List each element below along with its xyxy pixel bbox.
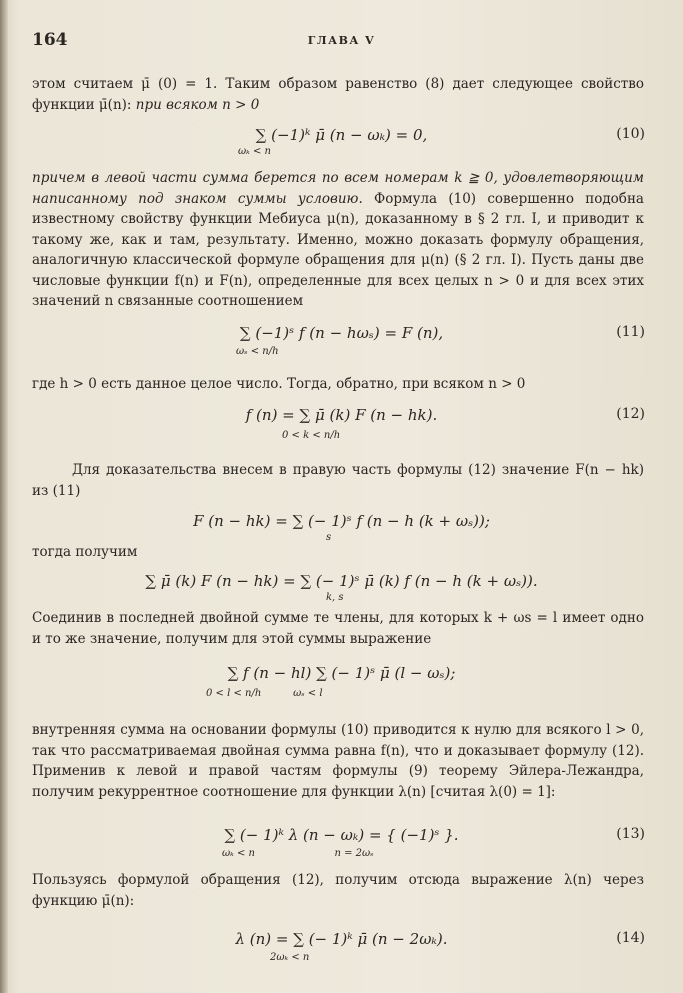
formula-14: λ (n) = ∑ (− 1)ᵏ μ̄ (n − 2ωₖ). (235, 930, 448, 948)
formula-10-limit: ωₖ < n (238, 146, 271, 157)
paragraph-2: причем в левой части сумма берется по всем номерам k ≧ 0, удовлетворяющим написанному под знаком суммы условию. Формула (10) совершенно подобна известному свойству функции Мебиуса μ(n), доказанному в § 2 гл. I, и приводит к такому же, как и там, результату. Именно, можно доказать формулу обращения, аналогичную классической формуле обращения для μ(n) (§ 2 гл. I). Пусть даны две числовые функции f(n) и F(n), определенные для всех целых n > 0 и для всех этих значений n связанные соотношением (32, 170, 644, 309)
paragraph-8: Пользуясь формулой обращения (12), получим отсюда выражение λ(n) через функцию μ̄(n): (32, 872, 644, 909)
formula-12-limit: 0 < k < n/h (282, 430, 341, 441)
formula-substitution-limit: s (326, 532, 332, 543)
formula-11: ∑ (−1)ˢ f (n − hωₛ) = F (n), (239, 324, 444, 342)
paragraph-6: Соединив в последней двойной сумме те члены, для которых k + ωs = l имеет одно и то же значение, получим для этой суммы выражение (32, 610, 644, 647)
equation-number-14: (14) (616, 930, 645, 946)
formula-13: ∑ (− 1)ᵏ λ (n − ωₖ) = { (−1)ˢ }. (224, 826, 459, 844)
equation-number-12: (12) (616, 406, 645, 422)
formula-regrouped: ∑ f (n − hl) ∑ (− 1)ˢ μ̄ (l − ωₛ); (227, 664, 456, 682)
formula-10: ∑ (−1)ᵏ μ̄ (n − ωₖ) = 0, (255, 126, 428, 144)
formula-11-limit: ωₛ < n/h (236, 346, 279, 357)
paragraph-5: тогда получим (32, 544, 138, 560)
formula-double-sum-limit: k, s (326, 592, 344, 603)
chapter-header: ГЛАВА V (307, 34, 376, 47)
page-number: 164 (32, 30, 68, 50)
paragraph-7: внутренняя сумма на основании формулы (10) приводится к нулю для всякого l > 0, так что рассматриваемая двойная сумма равна f(n), что и доказывает формулу (12). Применив к левой и правой частям формулы (9) теорему Эйлера-Лежандра, получим рекуррентное соотношение для функции λ(n) [считая λ(0) = 1]: (32, 722, 644, 800)
formula-double-sum: ∑ μ̄ (k) F (n − hk) = ∑ (− 1)ˢ μ̄ (k) f (n − h (k + ωₛ)). (145, 572, 538, 590)
paragraph-3: где h > 0 есть данное целое число. Тогда, обратно, при всяком n > 0 (32, 376, 526, 392)
formula-substitution: F (n − hk) = ∑ (− 1)ˢ f (n − h (k + ωₛ)); (193, 512, 490, 530)
paragraph-4: Для доказательства внесем в правую часть формулы (12) значение F(n − hk) из (11) (32, 462, 644, 499)
formula-14-limit: 2ωₖ < n (270, 952, 310, 963)
formula-12: f (n) = ∑ μ̄ (k) F (n − hk). (245, 406, 438, 424)
formula-13-limit: ωₖ < n n = 2ωₛ (222, 848, 374, 859)
equation-number-10: (10) (616, 126, 645, 142)
equation-number-11: (11) (616, 324, 645, 340)
formula-regrouped-limit: 0 < l < n/h ωₛ < l (206, 688, 323, 699)
page-binding-edge (0, 0, 8, 993)
paragraph-1: этом считаем μ̄ (0) = 1. Таким образом равенство (8) дает следующее свойство функции μ̄(n): при всяком n > 0 (32, 76, 644, 113)
equation-number-13: (13) (616, 826, 645, 842)
